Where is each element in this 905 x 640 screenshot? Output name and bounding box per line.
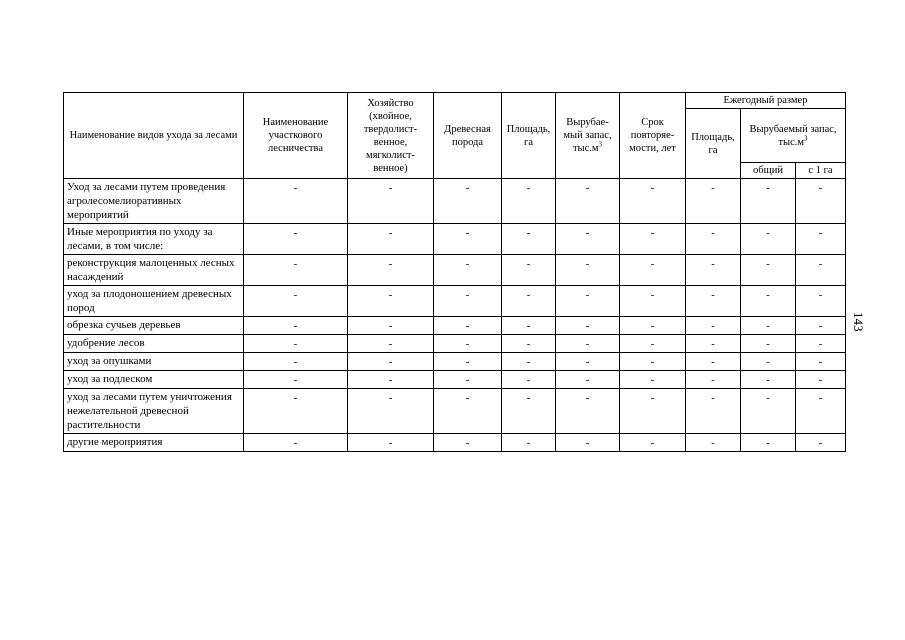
table-row xyxy=(64,224,846,255)
header-area: Площадь, га xyxy=(502,93,556,179)
value-cell: - xyxy=(620,389,686,434)
value-cell: - xyxy=(620,335,686,353)
value-cell: - xyxy=(502,335,556,353)
value-cell: - xyxy=(556,335,620,353)
value-cell: - xyxy=(348,353,434,371)
value-cell: - xyxy=(502,317,556,335)
value-cell: - xyxy=(348,286,434,317)
value-cell: - xyxy=(244,335,348,353)
value-cell: - xyxy=(620,371,686,389)
value-cell: - xyxy=(686,179,741,224)
value-cell: - xyxy=(502,286,556,317)
table-row xyxy=(64,317,846,335)
value-cell: - xyxy=(502,353,556,371)
value-cell: - xyxy=(348,371,434,389)
table-row xyxy=(64,335,846,353)
value-cell: - xyxy=(348,224,434,255)
activity-name-cell: уход за плодоношением древесных пород xyxy=(64,286,244,317)
value-cell: - xyxy=(686,335,741,353)
header-species: Древесная порода xyxy=(434,93,502,179)
value-cell: - xyxy=(741,353,796,371)
superscript: 3 xyxy=(598,140,603,149)
value-cell: - xyxy=(741,434,796,452)
table-row xyxy=(64,255,846,286)
value-cell: - xyxy=(556,224,620,255)
table-row xyxy=(64,286,846,317)
value-cell: - xyxy=(686,353,741,371)
value-cell: - xyxy=(796,255,846,286)
activity-name-cell: Иные мероприятия по уходу за лесами, в том числе: xyxy=(64,224,244,255)
value-cell: - xyxy=(796,335,846,353)
value-cell: - xyxy=(620,434,686,452)
page-number: 143 xyxy=(851,312,866,332)
value-cell: - xyxy=(620,179,686,224)
table-body xyxy=(64,179,846,452)
value-cell: - xyxy=(434,434,502,452)
value-cell: - xyxy=(348,255,434,286)
header-economy: Хозяйство (хвойное, твердолист-венное, мягколист-венное) xyxy=(348,93,434,179)
value-cell: - xyxy=(620,286,686,317)
value-cell: - xyxy=(348,389,434,434)
value-cell: - xyxy=(796,224,846,255)
value-cell: - xyxy=(556,286,620,317)
value-cell: - xyxy=(434,255,502,286)
value-cell: - xyxy=(348,317,434,335)
header-annual-size: Ежегодный размер xyxy=(686,93,846,109)
value-cell: - xyxy=(686,224,741,255)
value-cell: - xyxy=(741,335,796,353)
table-header xyxy=(64,93,846,179)
activity-name-cell: Уход за лесами путем проведения агролесомелиоративных мероприятий xyxy=(64,179,244,224)
activity-name-cell: уход за лесами путем уничтожения нежелательной древесной растительности xyxy=(64,389,244,434)
value-cell: - xyxy=(502,255,556,286)
value-cell: - xyxy=(686,317,741,335)
value-cell: - xyxy=(434,224,502,255)
value-cell: - xyxy=(434,353,502,371)
value-cell: - xyxy=(434,335,502,353)
value-cell: - xyxy=(686,371,741,389)
table-row xyxy=(64,179,846,224)
value-cell: - xyxy=(741,255,796,286)
value-cell: - xyxy=(244,389,348,434)
header-annual-harvest-volume-text: Вырубаемый запас, тыс.м xyxy=(749,123,837,148)
value-cell: - xyxy=(556,255,620,286)
value-cell: - xyxy=(244,179,348,224)
value-cell: - xyxy=(244,371,348,389)
value-cell: - xyxy=(796,371,846,389)
value-cell: - xyxy=(686,434,741,452)
value-cell: - xyxy=(620,353,686,371)
value-cell: - xyxy=(348,335,434,353)
value-cell: - xyxy=(244,224,348,255)
header-harvest-volume xyxy=(556,93,620,179)
value-cell: - xyxy=(502,179,556,224)
activity-name-cell: уход за подлеском xyxy=(64,371,244,389)
value-cell: - xyxy=(434,317,502,335)
header-annual-harvest-volume xyxy=(741,109,846,163)
value-cell: - xyxy=(556,371,620,389)
header-district-forestry: Наименование участкового лесничества xyxy=(244,93,348,179)
table-row xyxy=(64,371,846,389)
value-cell: - xyxy=(556,317,620,335)
value-cell: - xyxy=(796,286,846,317)
value-cell: - xyxy=(796,434,846,452)
table-row xyxy=(64,434,846,452)
value-cell: - xyxy=(244,255,348,286)
value-cell: - xyxy=(434,371,502,389)
activity-name-cell: обрезка сучьев деревьев xyxy=(64,317,244,335)
header-harvest-volume-text: Вырубае-мый запас, тыс.м xyxy=(563,117,612,154)
value-cell: - xyxy=(556,389,620,434)
value-cell: - xyxy=(434,389,502,434)
value-cell: - xyxy=(556,179,620,224)
activity-name-cell: уход за опушками xyxy=(64,353,244,371)
value-cell: - xyxy=(620,255,686,286)
value-cell: - xyxy=(796,389,846,434)
header-total: общий xyxy=(741,163,796,179)
value-cell: - xyxy=(686,255,741,286)
value-cell: - xyxy=(556,353,620,371)
value-cell: - xyxy=(348,434,434,452)
value-cell: - xyxy=(686,389,741,434)
value-cell: - xyxy=(741,389,796,434)
value-cell: - xyxy=(348,179,434,224)
value-cell: - xyxy=(686,286,741,317)
value-cell: - xyxy=(741,286,796,317)
value-cell: - xyxy=(502,371,556,389)
activity-name-cell: реконструкция малоценных лесных насаждений xyxy=(64,255,244,286)
activity-name-cell: удобрение лесов xyxy=(64,335,244,353)
superscript: 3 xyxy=(804,134,808,142)
value-cell: - xyxy=(502,389,556,434)
value-cell: - xyxy=(796,317,846,335)
value-cell: - xyxy=(796,353,846,371)
value-cell: - xyxy=(434,179,502,224)
value-cell: - xyxy=(434,286,502,317)
value-cell: - xyxy=(502,434,556,452)
value-cell: - xyxy=(502,224,556,255)
value-cell: - xyxy=(244,286,348,317)
header-repeat-period: Срок повторяе-мости, лет xyxy=(620,93,686,179)
table-row xyxy=(64,353,846,371)
value-cell: - xyxy=(244,353,348,371)
value-cell: - xyxy=(741,224,796,255)
value-cell: - xyxy=(556,434,620,452)
forest-care-table xyxy=(63,92,846,452)
header-per-ha: с 1 га xyxy=(796,163,846,179)
value-cell: - xyxy=(741,317,796,335)
header-activity-type: Наименование видов ухода за лесами xyxy=(64,93,244,179)
table-row xyxy=(64,389,846,434)
value-cell: - xyxy=(244,434,348,452)
header-annual-area: Площадь, га xyxy=(686,109,741,179)
value-cell: - xyxy=(796,179,846,224)
value-cell: - xyxy=(244,317,348,335)
value-cell: - xyxy=(741,371,796,389)
value-cell: - xyxy=(620,317,686,335)
activity-name-cell: другие мероприятия xyxy=(64,434,244,452)
value-cell: - xyxy=(620,224,686,255)
value-cell: - xyxy=(741,179,796,224)
